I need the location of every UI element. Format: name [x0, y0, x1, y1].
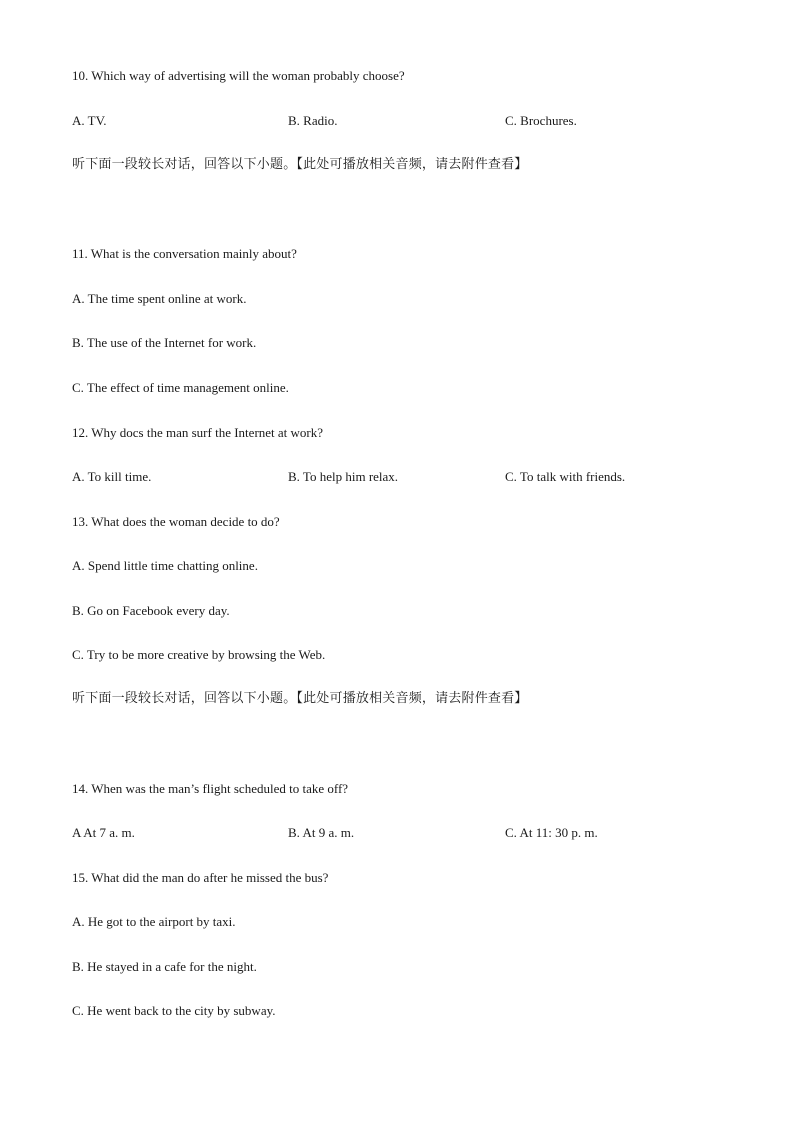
option-a: A. TV. [72, 113, 107, 128]
option-c: C. The effect of time management online. [72, 380, 289, 395]
option-b: B. He stayed in a cafe for the night. [72, 959, 257, 974]
question-12-options [72, 469, 752, 485]
section-instruction: 听下面一段较长对话，回答以下小题。【此处可播放相关音频，请去附件查看】 [72, 157, 528, 172]
option-a: A At 7 a. m. [72, 825, 135, 840]
option-b: B. Radio. [288, 113, 338, 128]
option-b: B. At 9 a. m. [288, 825, 355, 840]
option-a: A. The time spent online at work. [72, 291, 247, 306]
question-15: 15. What did the man do after he missed the bus? [72, 870, 329, 885]
question-10: 10. Which way of advertising will the woman probably choose? [72, 68, 405, 83]
option-c: C. He went back to the city by subway. [72, 1003, 276, 1018]
option-a: A. He got to the airport by taxi. [72, 914, 236, 929]
option-b: B. Go on Facebook every day. [72, 603, 230, 618]
option-b: B. The use of the Internet for work. [72, 335, 257, 350]
option-b: B. To help him relax. [288, 469, 399, 484]
question-14: 14. When was the man’s flight scheduled to take off? [72, 781, 349, 796]
option-c: C. To talk with friends. [505, 469, 626, 484]
question-10-options [72, 113, 752, 129]
option-c: C. At 11: 30 p. m. [505, 825, 598, 840]
option-a: A. Spend little time chatting online. [72, 558, 258, 573]
option-c: C. Try to be more creative by browsing the Web. [72, 647, 326, 662]
question-11: 11. What is the conversation mainly about? [72, 246, 297, 261]
question-12: 12. Why docs the man surf the Internet at work? [72, 425, 324, 440]
option-c: C. Brochures. [505, 113, 577, 128]
question-14-options [72, 825, 752, 841]
section-instruction: 听下面一段较长对话，回答以下小题。【此处可播放相关音频，请去附件查看】 [72, 691, 528, 706]
option-a: A. To kill time. [72, 469, 152, 484]
question-13: 13. What does the woman decide to do? [72, 514, 280, 529]
